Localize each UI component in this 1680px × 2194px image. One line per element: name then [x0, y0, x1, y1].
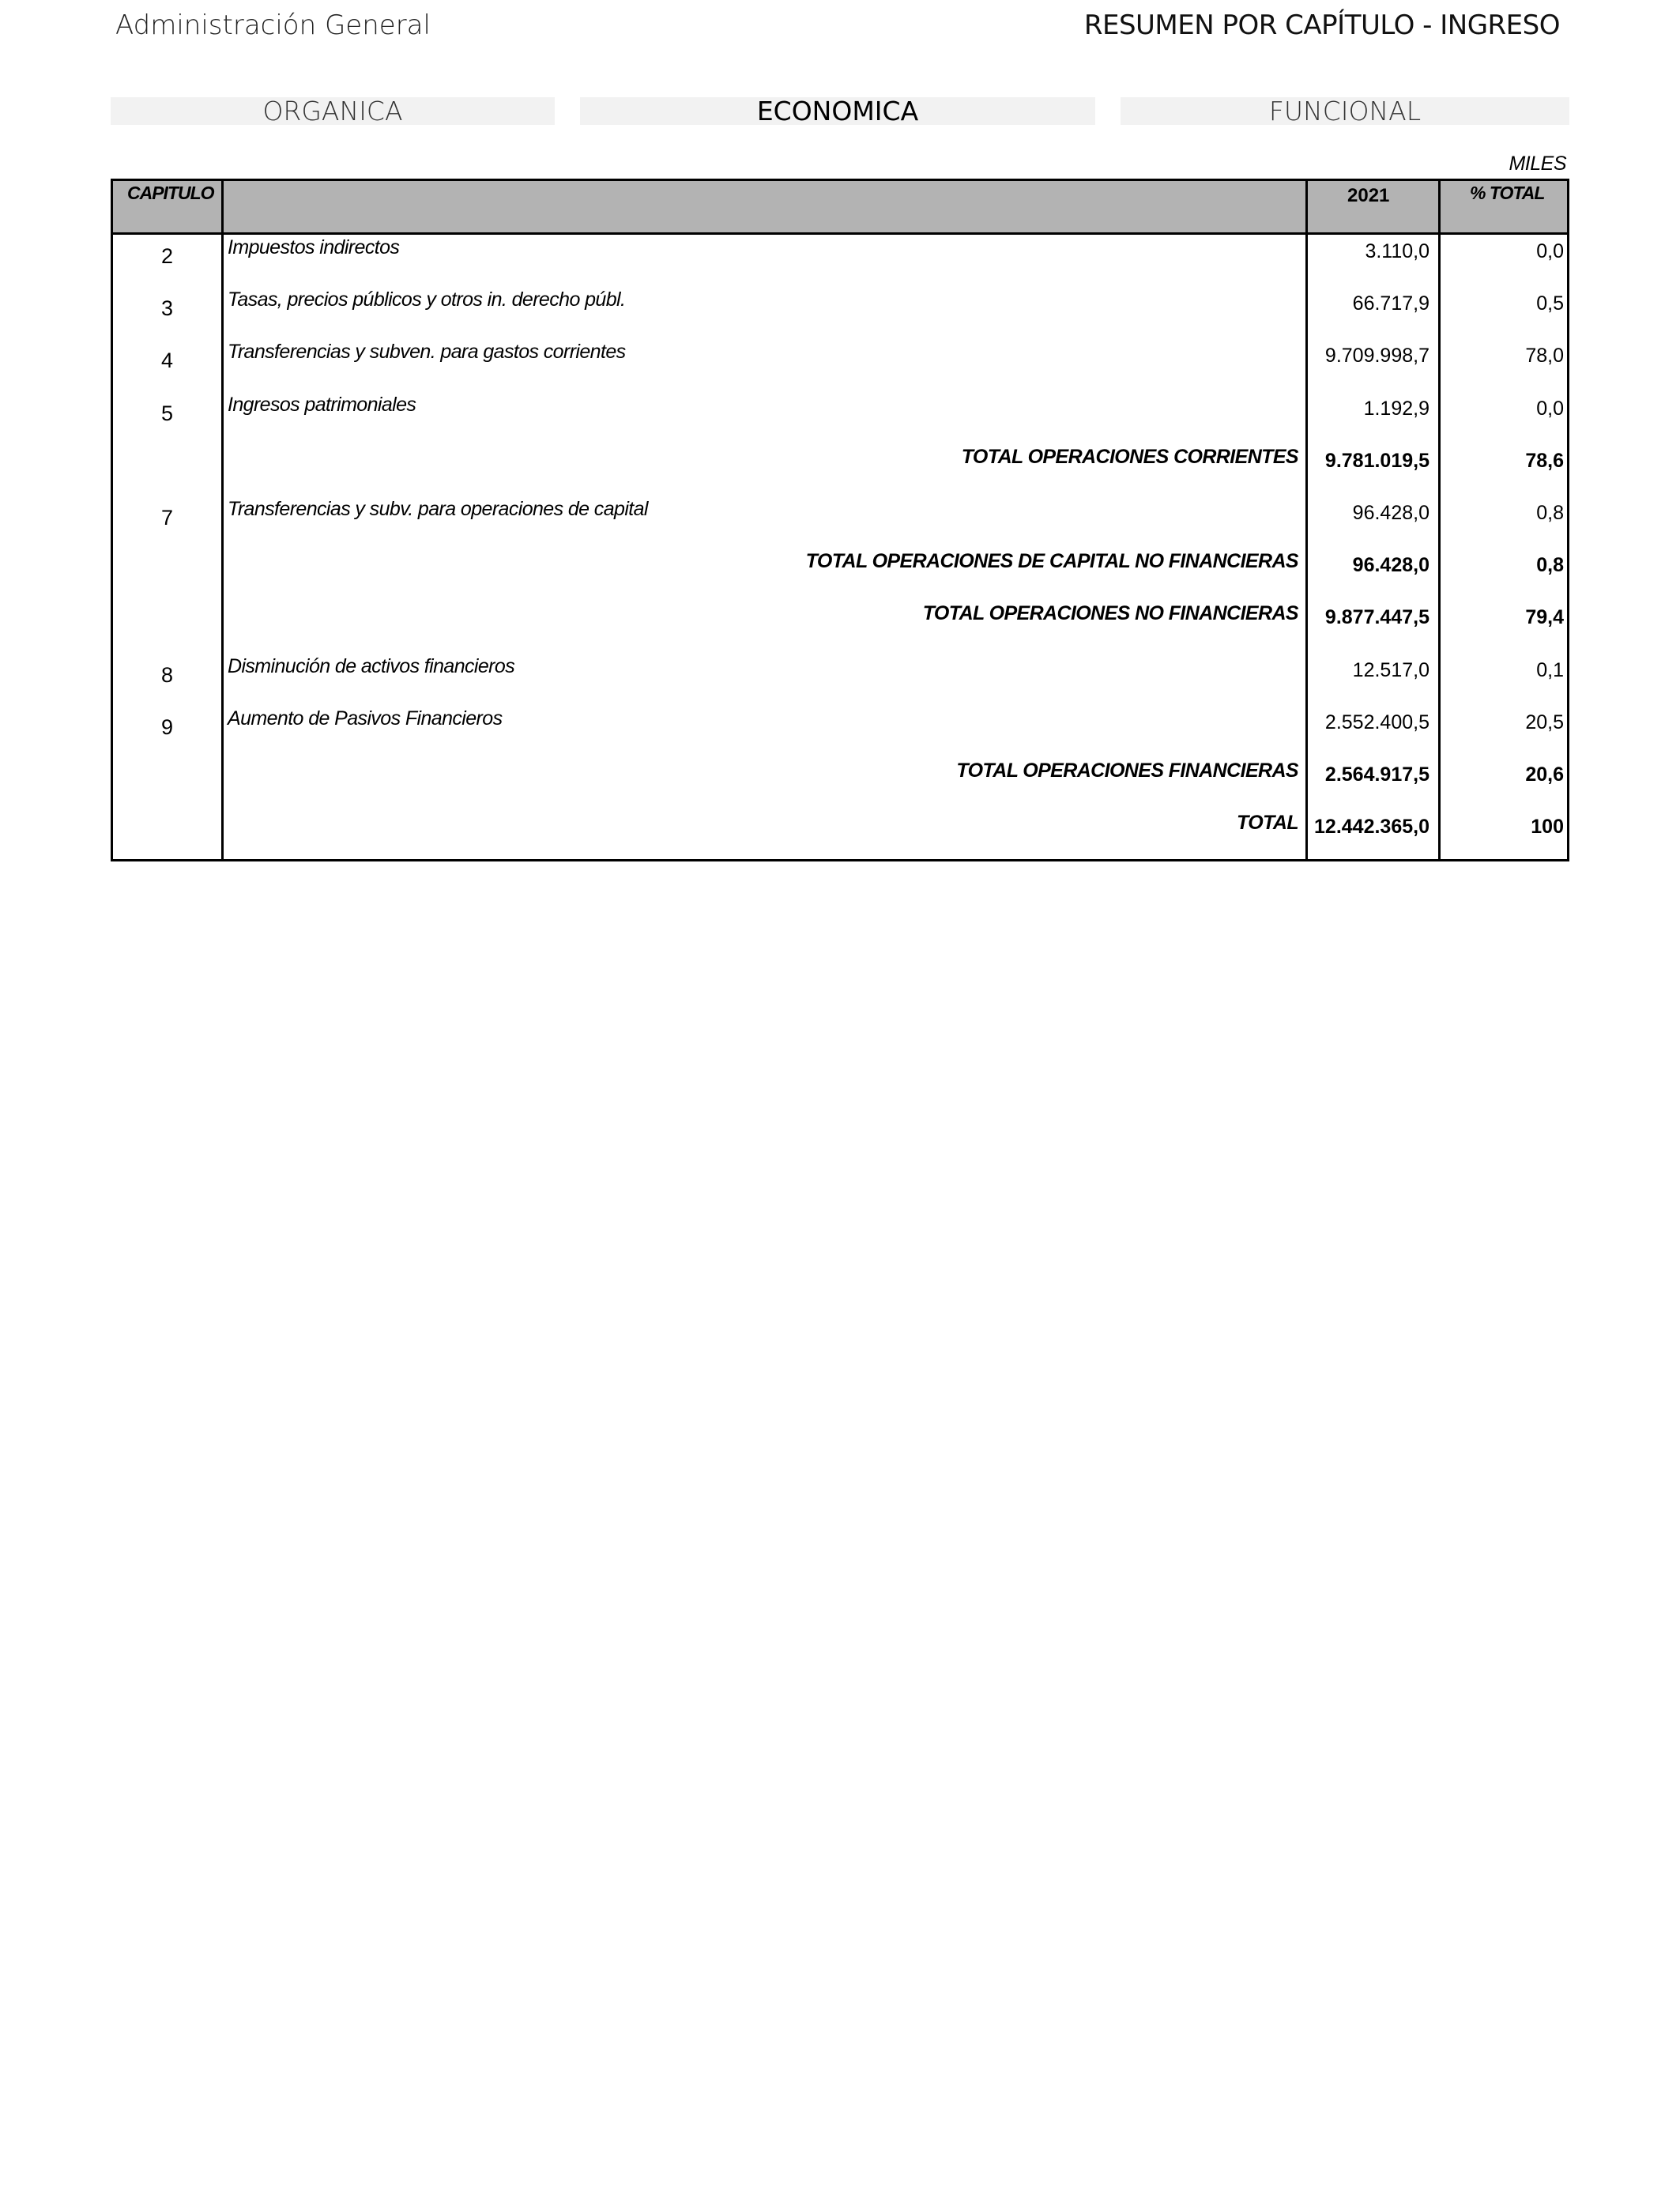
amount-cell: 96.428,0 [1352, 502, 1430, 524]
capitulo-cell: 8 [160, 662, 174, 687]
capitulo-cell: 9 [160, 714, 174, 739]
amount-cell: 9.709.998,7 [1324, 345, 1430, 368]
pct-total-cell: 78,6 [1525, 449, 1564, 472]
amount-cell: 9.877.447,5 [1324, 606, 1430, 629]
pct-total-cell: 0,8 [1536, 502, 1564, 524]
table-row [113, 498, 1567, 550]
description-cell: TOTAL OPERACIONES NO FINANCIERAS [922, 602, 1298, 625]
tab-economica[interactable]: ECONOMICA [580, 97, 1095, 125]
description-cell: Tasas, precios públicos y otros in. derecho públ. [228, 288, 626, 311]
report-entity-title: Administración General [115, 9, 431, 41]
units-label: MILES [1509, 153, 1566, 175]
total-row [113, 812, 1567, 864]
table-row [113, 341, 1567, 393]
description-cell: Aumento de Pasivos Financieros [228, 707, 503, 729]
amount-cell: 12.517,0 [1352, 658, 1430, 681]
column-header-pct-total: % TOTAL [1470, 183, 1545, 203]
pct-total-cell: 20,5 [1525, 711, 1564, 733]
pct-total-cell: 0,0 [1536, 397, 1564, 420]
description-cell: TOTAL OPERACIONES FINANCIERAS [956, 760, 1298, 782]
amount-cell: 12.442.365,0 [1314, 816, 1430, 839]
column-header-year: 2021 [1347, 185, 1390, 206]
table-row [113, 394, 1567, 446]
description-cell: Impuestos indirectos [228, 236, 400, 258]
description-cell: Transferencias y subven. para gastos corrientes [228, 341, 626, 364]
pct-total-cell: 100 [1531, 816, 1564, 839]
capitulo-cell: 2 [160, 244, 174, 268]
amount-cell: 66.717,9 [1352, 292, 1430, 315]
description-cell: TOTAL OPERACIONES CORRIENTES [961, 445, 1298, 468]
total-row [113, 602, 1567, 654]
amount-cell: 3.110,0 [1365, 240, 1430, 262]
capitulo-cell: 5 [160, 401, 174, 425]
tab-organica[interactable]: ORGANICA [111, 97, 555, 125]
pct-total-cell: 0,0 [1536, 240, 1564, 262]
total-row [113, 446, 1567, 498]
pct-total-cell: 0,5 [1536, 292, 1564, 315]
table-row [113, 707, 1567, 760]
total-row [113, 550, 1567, 602]
capitulo-cell: 4 [160, 349, 174, 373]
description-cell: TOTAL OPERACIONES DE CAPITAL NO FINANCIERAS [805, 550, 1298, 573]
description-cell: Transferencias y subv. para operaciones de capital [228, 498, 648, 520]
description-cell: Disminución de activos financieros [228, 654, 515, 677]
capitulo-cell: 7 [160, 506, 174, 530]
amount-cell: 2.552.400,5 [1324, 711, 1430, 733]
capitulo-cell: 3 [160, 296, 174, 321]
description-cell: Ingresos patrimoniales [228, 393, 416, 416]
pct-total-cell: 20,6 [1525, 763, 1564, 786]
tab-funcional[interactable]: FUNCIONAL [1121, 97, 1569, 125]
pct-total-cell: 0,1 [1536, 658, 1564, 681]
amount-cell: 96.428,0 [1352, 554, 1430, 577]
amount-cell: 2.564.917,5 [1324, 763, 1430, 786]
column-header-capitulo: CAPITULO [127, 183, 214, 203]
summary-table [111, 179, 1569, 861]
pct-total-cell: 0,8 [1536, 554, 1564, 577]
table-header [113, 181, 1567, 235]
pct-total-cell: 79,4 [1525, 606, 1564, 629]
table-row [113, 236, 1567, 288]
report-title: RESUMEN POR CAPÍTULO - INGRESO [1083, 9, 1560, 41]
amount-cell: 1.192,9 [1363, 397, 1430, 420]
table-row [113, 655, 1567, 707]
pct-total-cell: 78,0 [1525, 345, 1564, 368]
table-row [113, 288, 1567, 341]
total-row [113, 760, 1567, 812]
amount-cell: 9.781.019,5 [1324, 449, 1430, 472]
description-cell: TOTAL [1236, 812, 1298, 835]
